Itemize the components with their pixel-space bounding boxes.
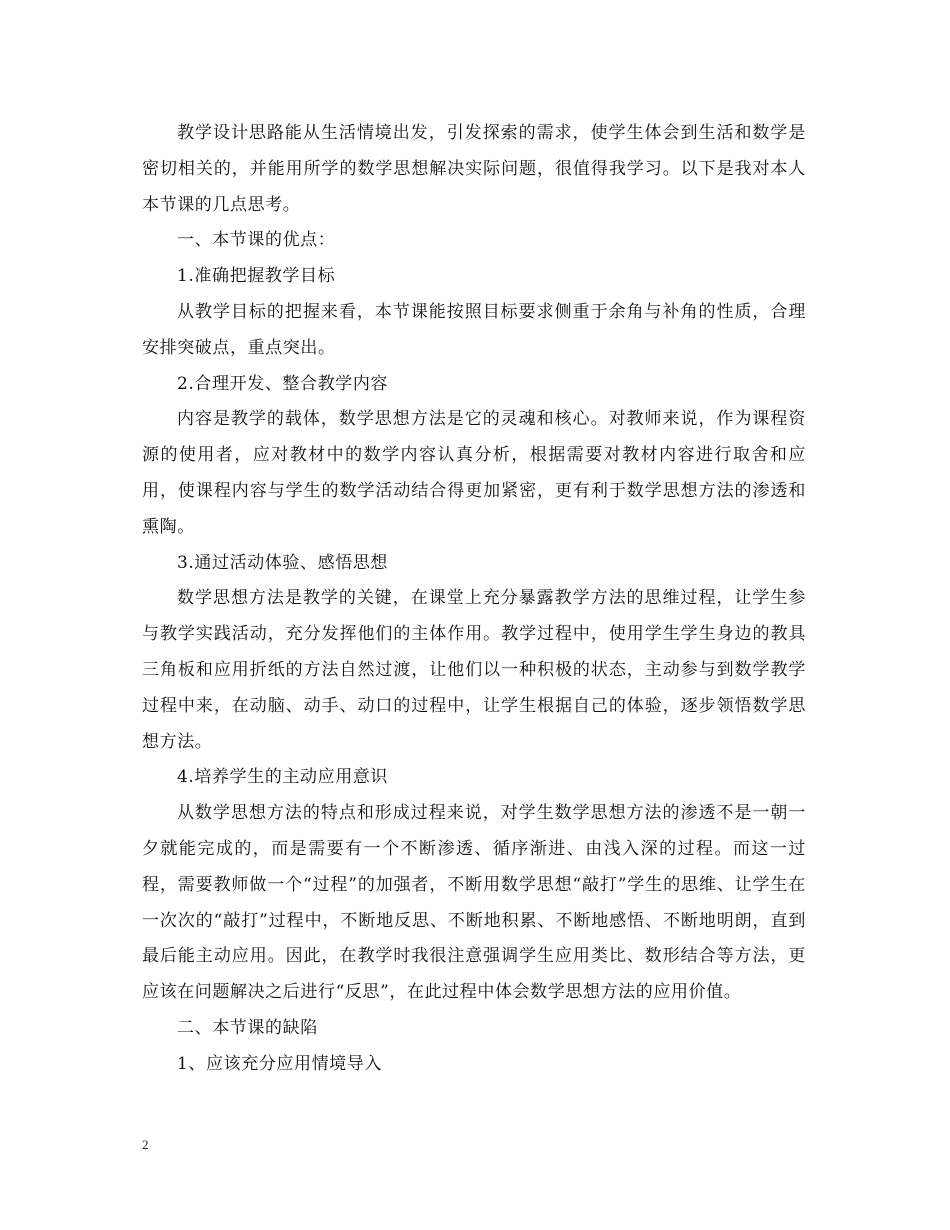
subheading-4: 4.培养学生的主动应用意识: [177, 767, 389, 788]
paragraph-1: 从教学目标的把握来看，本节课能按照目标要求侧重于余角与补角的性质，合理安排突破点，重点突出。: [142, 301, 806, 358]
subheading-shortcoming-1: 1、应该充分应用情境导入: [177, 1053, 383, 1074]
paragraph-3: 数学思想方法是教学的关键，在课堂上充分暴露教学方法的思维过程，让学生参与教学实践活动，充分发挥他们的主体作用。教学过程中，使用学生学生身边的教具三角板和应用折纸的方法自然过渡，让他们以一种积极的状态，主动参与到数学教学过程中来，在动脑、动手、动口的过程中，让学生根据自己的体验，逐步领悟数学思想方法。: [142, 588, 806, 752]
paragraph-2: 内容是教学的载体，数学思想方法是它的灵魂和核心。对教师来说，作为课程资源的使用者，应对教材中的数学内容认真分析，根据需要对教材内容进行取舍和应用，使课程内容与学生的数学活动结合得更加紧密，更有利于数学思想方法的渗透和熏陶。: [142, 409, 806, 537]
paragraph-intro: 教学设计思路能从生活情境出发，引发探索的需求，使学生体会到生活和数学是密切相关的，并能用所学的数学思想解决实际问题，很值得我学习。以下是我对本人本节课的几点思考。: [142, 123, 806, 215]
paragraph-4: 从数学思想方法的特点和形成过程来说，对学生数学思想方法的渗透不是一朝一夕就能完成的，而是需要有一个不断渗透、循序渐进、由浅入深的过程。而这一过程，需要教师做一个“过程”的加强者，不断用数学思想“敲打”学生的思维、让学生在一次次的“敲打”过程中，不断地反思、不断地积累、不断地感悟、不断地明朗，直到最后能主动应用。因此，在教学时我很注意强调学生应用类比、数形结合等方法，更应该在问题解决之后进行“反思”，在此过程中体会数学思想方法的应用价值。: [142, 803, 806, 1003]
subheading-1: 1.准确把握教学目标: [177, 266, 336, 287]
heading-advantages: 一、本节课的优点：: [177, 230, 336, 251]
heading-shortcomings: 二、本节课的缺陷: [177, 1017, 318, 1038]
document-body: [142, 116, 806, 1083]
subheading-3: 3.通过活动体验、感悟思想: [177, 552, 389, 573]
subheading-2: 2.合理开发、整合教学内容: [177, 373, 389, 394]
page-number: 2: [142, 1137, 149, 1152]
